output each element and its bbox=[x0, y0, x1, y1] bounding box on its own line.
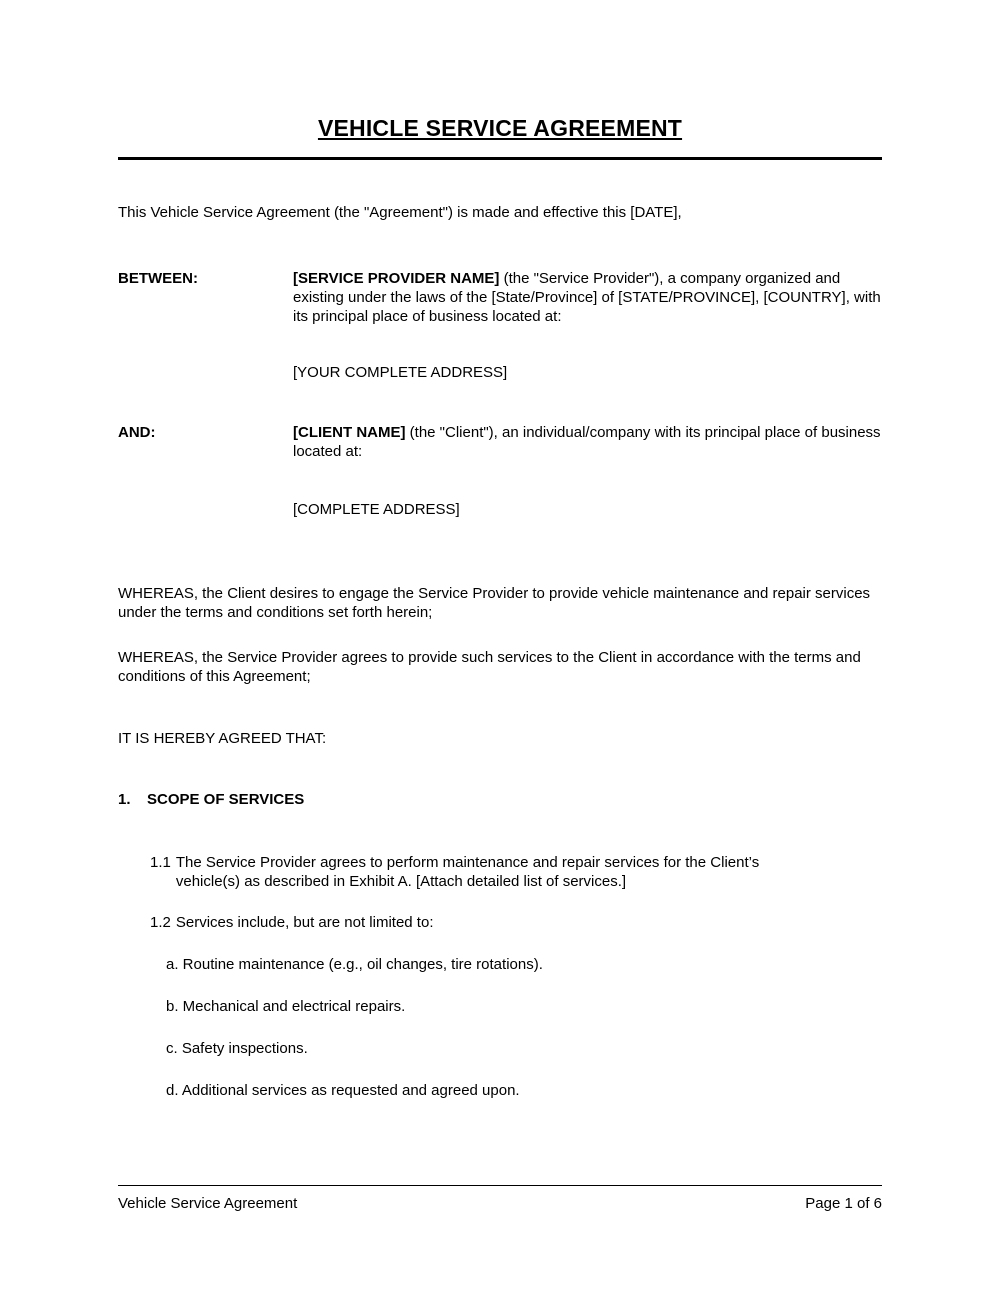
client-paragraph bbox=[293, 423, 882, 461]
between-label: BETWEEN: bbox=[118, 270, 198, 287]
clause-1-2-text: Services include, but are not limited to: bbox=[175, 914, 434, 931]
service-item-c: c. Safety inspections. bbox=[166, 1040, 308, 1057]
recital-provider: WHEREAS, the Service Provider agrees to provide such services to the Client in accordance with the terms and conditions of this Agreement; bbox=[118, 649, 861, 685]
service-item-a: a. Routine maintenance (e.g., oil changes, tire rotations). bbox=[166, 956, 543, 973]
service-provider-description: (the "Service Provider"), a company organized and existing under the laws of the [State/Province] of [STATE/PROVINCE], [COUNTRY], with its principal place of business located at: bbox=[293, 270, 881, 325]
intro-paragraph: This Vehicle Service Agreement (the "Agreement") is made and effective this [DATE], bbox=[118, 204, 682, 221]
footer-document-name: Vehicle Service Agreement bbox=[118, 1195, 298, 1212]
service-item-d: d. Additional services as requested and agreed upon. bbox=[166, 1082, 520, 1099]
clause-1-1-text: The Service Provider agrees to perform maintenance and repair services for the Client’s vehicle(s) as described in Exhibit A. [Attach detailed list of services.] bbox=[175, 854, 760, 890]
service-provider-name: [SERVICE PROVIDER NAME] bbox=[293, 270, 500, 287]
clause-1-1-number: 1.1 bbox=[150, 854, 171, 871]
agreed-statement: IT IS HEREBY AGREED THAT: bbox=[118, 730, 327, 747]
page-footer bbox=[118, 1185, 882, 1213]
recital-client: WHEREAS, the Client desires to engage the Service Provider to provide vehicle maintenance and repair services under the terms and conditions set forth herein; bbox=[118, 585, 871, 621]
and-label: AND: bbox=[118, 424, 156, 441]
client-description: (the "Client"), an individual/company with its principal place of business located at: bbox=[293, 424, 881, 460]
service-provider-paragraph bbox=[293, 269, 882, 326]
document-title: VEHICLE SERVICE AGREEMENT bbox=[317, 115, 683, 141]
service-provider-address: [YOUR COMPLETE ADDRESS] bbox=[293, 364, 508, 381]
client-address: [COMPLETE ADDRESS] bbox=[293, 501, 460, 518]
footer-page-number: Page 1 of 6 bbox=[805, 1195, 882, 1212]
party-and-row bbox=[118, 423, 882, 461]
clause-1-2-number: 1.2 bbox=[150, 914, 171, 931]
title-rule bbox=[118, 157, 882, 160]
party-between-row bbox=[118, 269, 882, 326]
clause-1-2 bbox=[150, 913, 882, 932]
clause-1-1 bbox=[150, 853, 882, 891]
service-item-b: b. Mechanical and electrical repairs. bbox=[166, 998, 406, 1015]
section-1-number: 1. bbox=[118, 791, 131, 808]
section-1-heading bbox=[118, 790, 882, 809]
client-name: [CLIENT NAME] bbox=[293, 424, 406, 441]
section-1-title: SCOPE OF SERVICES bbox=[147, 791, 305, 808]
